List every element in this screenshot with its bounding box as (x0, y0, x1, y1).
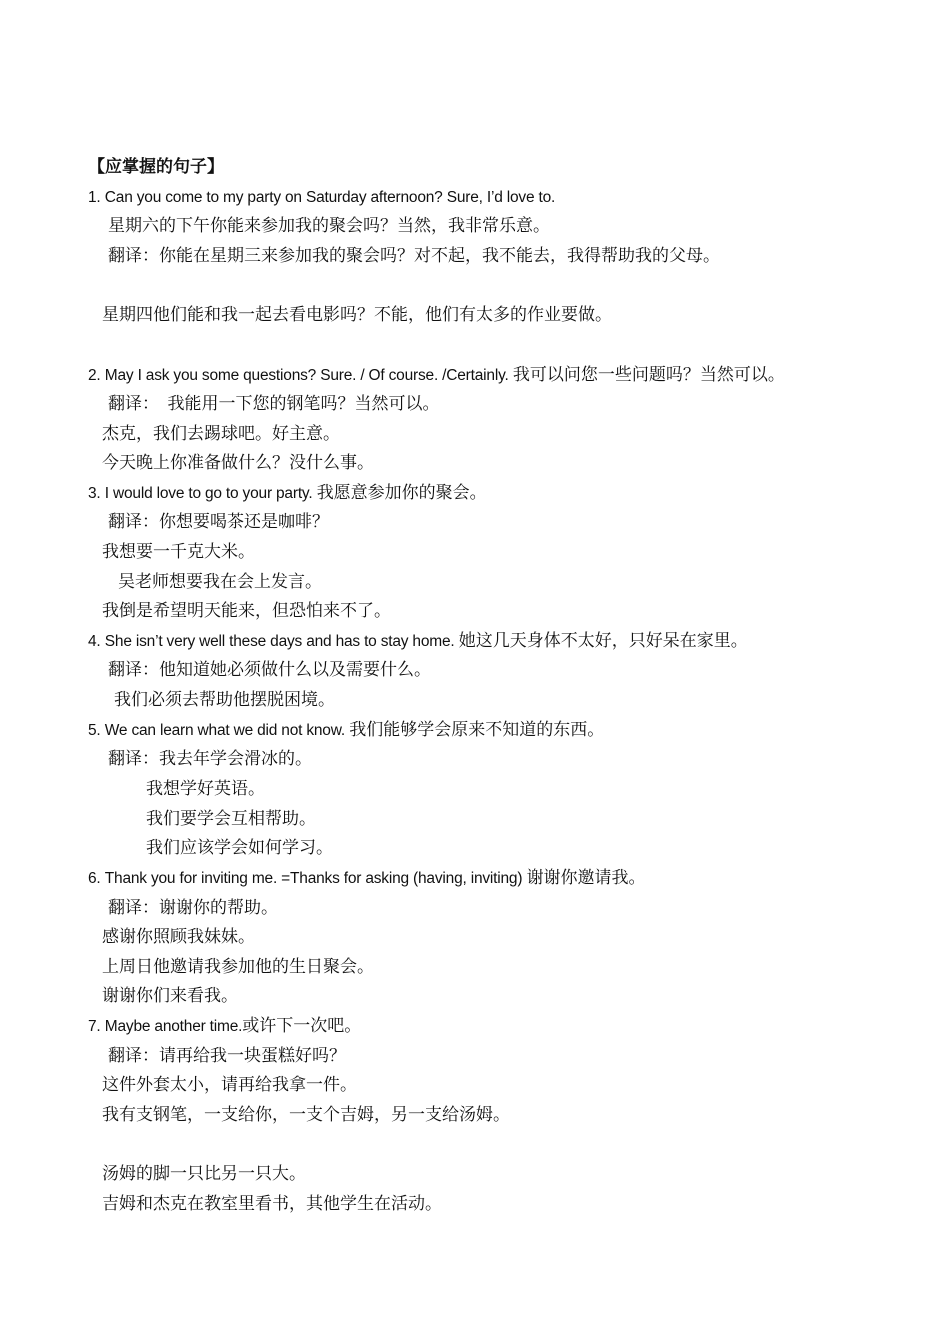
sentence-2-en (88, 363, 785, 387)
item-number: 5. (88, 722, 101, 739)
translation-line: 我们应该学会如何学习。 (146, 838, 333, 857)
translation-line: 我想要一千克大米。 (102, 542, 255, 561)
english-sentence: Thank you for inviting me. =Thanks for asking (having, inviting) (104, 870, 523, 887)
sentence-5-en (88, 718, 604, 742)
english-sentence: We can learn what we did not know. (104, 722, 345, 739)
translation-line: 谢谢你们来看我。 (102, 986, 238, 1005)
sentence-7-en (88, 1014, 361, 1038)
chinese-sentence: 谢谢你邀请我。 (522, 868, 646, 887)
translation-line: 今天晚上你准备做什么？没什么事。 (102, 453, 374, 472)
translation-line: 翻译： 我能用一下您的钢笔吗？当然可以。 (108, 394, 440, 413)
chinese-sentence: 她这几天身体不太好，只好呆在家里。 (454, 631, 748, 650)
translation-line: 我们要学会互相帮助。 (146, 809, 316, 828)
english-sentence: Can you come to my party on Saturday afternoon? Sure, I’d love to. (104, 189, 556, 206)
item-number: 1. (88, 189, 101, 206)
translation-line: 我们必须去帮助他摆脱困境。 (114, 690, 335, 709)
item-number: 7. (88, 1018, 101, 1035)
sentence-6-en (88, 866, 646, 890)
item-number: 6. (88, 870, 101, 887)
chinese-sentence: 我们能够学会原来不知道的东西。 (344, 720, 605, 739)
translation-line: 翻译：请再给我一块蛋糕好吗？ (108, 1046, 346, 1065)
item-number: 2. (88, 367, 101, 384)
sentence-3-en (88, 481, 487, 505)
translation-line: 杰克，我们去踢球吧。好主意。 (102, 424, 340, 443)
english-sentence: I would love to go to your party. (104, 485, 313, 502)
english-sentence: Maybe another time. (104, 1018, 243, 1035)
sentence-4-en (88, 629, 748, 653)
chinese-sentence: 我愿意参加你的聚会。 (312, 483, 487, 502)
translation-line: 这件外套太小，请再给我拿一件。 (102, 1075, 357, 1094)
translation-line: 翻译：你想要喝茶还是咖啡？ (108, 512, 329, 531)
chinese-sentence: 或许下一次吧。 (242, 1016, 362, 1035)
translation-line: 翻译：谢谢你的帮助。 (108, 898, 278, 917)
translation-line: 翻译：他知道她必须做什么以及需要什么。 (108, 660, 431, 679)
sentence-1-cn: 星期六的下午你能来参加我的聚会吗？当然，我非常乐意。 (108, 216, 550, 235)
translation-line: 星期四他们能和我一起去看电影吗？不能，他们有太多的作业要做。 (102, 305, 612, 324)
translation-line: 感谢你照顾我妹妹。 (102, 927, 255, 946)
translation-line: 吴老师想要我在会上发言。 (118, 572, 322, 591)
translation-line: 吉姆和杰克在教室里看书，其他学生在活动。 (102, 1194, 442, 1213)
translation-line: 翻译：我去年学会滑冰的。 (108, 749, 312, 768)
item-number: 4. (88, 633, 101, 650)
item-number: 3. (88, 485, 101, 502)
translation-line: 翻译：你能在星期三来参加我的聚会吗？对不起，我不能去，我得帮助我的父母。 (108, 246, 720, 265)
english-sentence: She isn’t very well these days and has to stay home. (104, 633, 455, 650)
translation-line: 我有支钢笔，一支给你，一支个吉姆，另一支给汤姆。 (102, 1105, 510, 1124)
translation-line: 我倒是希望明天能来，但恐怕来不了。 (102, 601, 391, 620)
section-heading: 【应掌握的句子】 (88, 157, 224, 176)
translation-line: 汤姆的脚一只比另一只大。 (102, 1164, 306, 1183)
translation-line: 我想学好英语。 (146, 779, 265, 798)
english-sentence: May I ask you some questions? Sure. / Of course. /Certainly. (104, 367, 509, 384)
chinese-sentence: 我可以问您一些问题吗？当然可以。 (508, 365, 785, 384)
translation-line: 上周日他邀请我参加他的生日聚会。 (102, 957, 374, 976)
sentence-1-en (88, 185, 555, 209)
